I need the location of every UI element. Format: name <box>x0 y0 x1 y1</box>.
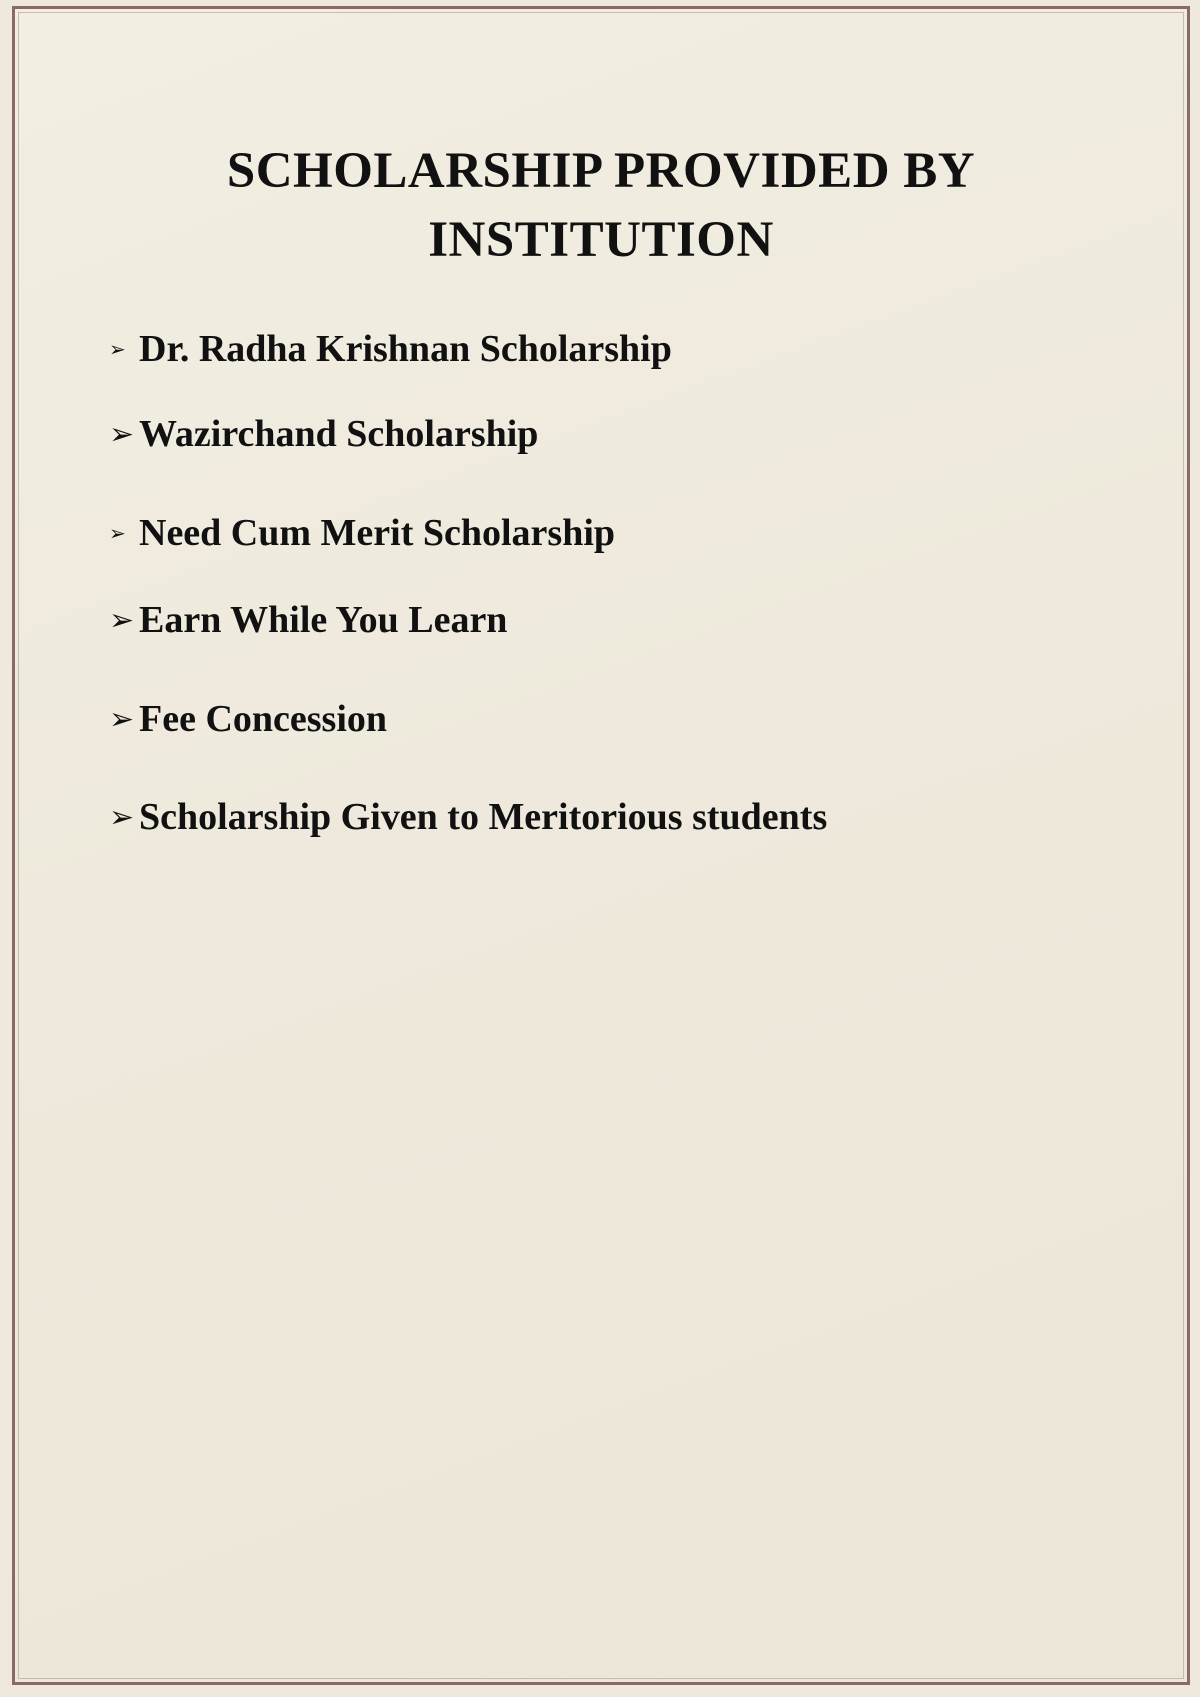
arrow-bullet-icon: ➢ <box>109 521 126 545</box>
list-item <box>109 697 387 741</box>
title-line-1: SCHOLARSHIP PROVIDED BY <box>226 143 976 199</box>
document-page <box>12 6 1190 1685</box>
list-item-label: Dr. Radha Krishnan Scholarship <box>139 328 672 370</box>
title-line-2: INSTITUTION <box>428 212 774 268</box>
list-item-label: Wazirchand Scholarship <box>139 413 539 455</box>
list-item-label: Earn While You Learn <box>139 599 508 641</box>
list-item-label: Fee Concession <box>139 698 388 740</box>
arrow-bullet-icon: ➢ <box>109 701 135 737</box>
arrow-bullet-icon: ➢ <box>109 337 126 361</box>
list-item <box>109 412 538 456</box>
list-item-label: Need Cum Merit Scholarship <box>139 512 616 554</box>
list-item <box>109 327 672 371</box>
arrow-bullet-icon: ➢ <box>109 416 135 452</box>
arrow-bullet-icon: ➢ <box>109 602 135 638</box>
page-title <box>15 137 1187 275</box>
list-item <box>109 598 507 642</box>
list-item-label: Scholarship Given to Meritorious students <box>139 796 828 838</box>
list-item <box>109 795 827 839</box>
arrow-bullet-icon: ➢ <box>109 799 135 835</box>
list-item <box>109 511 615 555</box>
